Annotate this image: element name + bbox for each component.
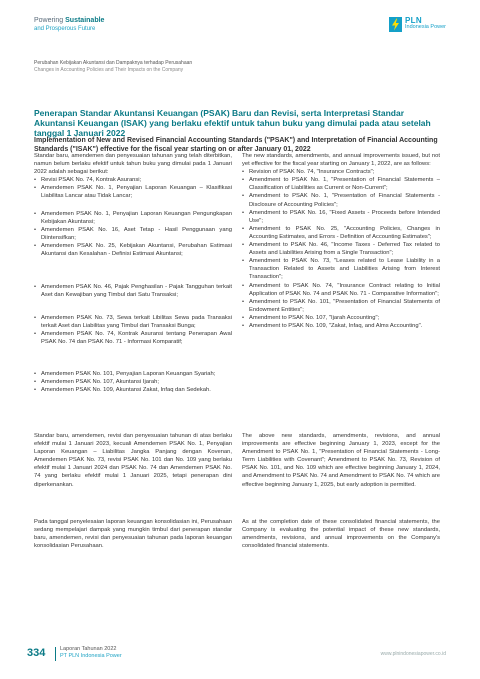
list-item: • Amendemen PSAK No. 101, Penyajian Laporan Keuangan Syariah; bbox=[34, 370, 232, 378]
right-para3-block bbox=[242, 518, 440, 550]
left-list-group2 bbox=[34, 210, 232, 259]
left-para2-block bbox=[34, 432, 232, 489]
list-item: • Amendment to PSAK No. 1, "Presentation of Financial Statements - Disclosure of Accounting Policies"; bbox=[242, 192, 440, 208]
left-intro: Standar baru, amendemen dan penyesuaian tahunan yang telah diterbitkan, namun belum berlaku efektif untuk tahun buku yang dimulai pada 1 Januari 2022 adalah sebagai berikut: bbox=[34, 153, 232, 176]
footer-title-block bbox=[60, 646, 122, 660]
right-list bbox=[242, 168, 440, 330]
list-item: • Amendemen PSAK No. 109, Akuntansi Zakat, Infaq dan Sedekah. bbox=[34, 386, 232, 394]
left-para3-block bbox=[34, 518, 232, 550]
pln-logo bbox=[389, 17, 446, 32]
list-item: • Revisi PSAK No. 74, Kontrak Asuransi; bbox=[34, 176, 232, 184]
breadcrumb-en: Changes in Accounting Policies and Their Impacts on the Company bbox=[34, 67, 184, 73]
list-item: • Amendemen PSAK No. 107, Akuntansi Ijarah; bbox=[34, 378, 232, 386]
list-item: • Amendemen PSAK No. 1, Penyajian Laporan Keuangan – Klasifikasi Liabilitas Lancar atau Tidak Lancar; bbox=[34, 184, 232, 200]
list-item: • Amendemen PSAK No. 46, Pajak Penghasilan - Pajak Tangguhan terkait Aset dan Kewajiban yang Timbul dari Satu Transaksi; bbox=[34, 283, 232, 299]
section-title-id: Penerapan Standar Akuntansi Keuangan (PSAK) Baru dan Revisi, serta Interpretasi Standar Akuntansi Keuangan (ISAK) yang berlaku efektif untuk tahun buku yang dimulai pada atau setelah tanggal 1 Januari 2022 bbox=[34, 108, 431, 138]
brand-sub: Indonesia Power bbox=[405, 24, 446, 30]
left-para3: Pada tanggal penyelesaian laporan keuangan konsolidasian ini, Perusahaan sedang mempelajari dampak yang mungkin timbul dari penerapan standar baru, amendemen, revisi dan penyesuaian tahunan pada laporan keuangan konsolidasian Perusahaan. bbox=[34, 519, 232, 550]
list-item: • Amendemen PSAK No. 25, Kebijakan Akuntansi, Perubahan Estimasi Akuntansi dan Kesalahan - Definisi Estimasi Akuntansi; bbox=[34, 242, 232, 258]
right-list-block bbox=[242, 152, 440, 330]
list-item: • Amendemen PSAK No. 73, Sewa terkait Libilitas Sewa pada Transaksi terkait Aset dan Liabilitas yang Timbul dari Transaksi Bunga; bbox=[34, 314, 232, 330]
list-item: • Amendemen PSAK No. 1, Penyajian Laporan Keuangan Pengungkapan Kebijakan Akuntansi; bbox=[34, 210, 232, 226]
left-list-group5-block bbox=[34, 370, 232, 394]
right-intro: The new standards, amendments, and annual improvements issued, but not yet effective for the fiscal year starting on January 1, 2022, are as follows: bbox=[242, 153, 440, 168]
left-list-group3 bbox=[34, 283, 232, 299]
left-list-group3-block bbox=[34, 283, 232, 299]
list-item: • Revision of PSAK No. 74, "Insurance Contracts"; bbox=[242, 168, 440, 176]
tagline-prefix: Powering bbox=[34, 17, 64, 24]
list-item: • Amendemen PSAK No. 74, Kontrak Asuransi tentang Penerapan Awal PSAK No. 74 dan PSAK No. 71 - Informasi Komparatif; bbox=[34, 330, 232, 346]
tagline-bold: Sustainable bbox=[65, 17, 105, 24]
tagline-line2: and Prosperous Future bbox=[34, 26, 96, 32]
right-para3: As at the completion date of these consolidated financial statements, the Company is evaluating the potential impact of these new standards, amendments, revisions, and annual improvements on the Company's consolidated financial statements. bbox=[242, 519, 440, 550]
header-tagline bbox=[34, 17, 104, 33]
list-item: • Amendment to PSAK No. 25, "Accounting Policies, Changes in Accounting Estimates, and Errors - Definition of Accounting Estimates"; bbox=[242, 225, 440, 241]
footer-divider bbox=[55, 647, 56, 661]
brand-name: PLN bbox=[405, 16, 422, 25]
list-item: • Amendment to PSAK No. 46, "Income Taxes - Deferred Tax related to Assets and Liabilities Arising from a Single Transaction"; bbox=[242, 241, 440, 257]
list-item: • Amendment to PSAK No. 73, "Leases related to Lease Liability in a Transaction Related to Assets and Liabilities Arising from Interest Transaction"; bbox=[242, 257, 440, 281]
footer-title: Laporan Tahunan 2022 bbox=[60, 646, 117, 652]
breadcrumb bbox=[34, 60, 192, 74]
left-list-group4-block bbox=[34, 314, 232, 346]
list-item: • Amendment to PSAK No. 16, "Fixed Assets - Proceeds before Intended Use"; bbox=[242, 209, 440, 225]
left-list-group4 bbox=[34, 314, 232, 346]
list-item: • Amendment to PSAK No. 101, "Presentation of Financial Statements of Endowment Entities"; bbox=[242, 298, 440, 314]
breadcrumb-id: Perubahan Kebijakan Akuntansi dan Dampaknya terhadap Perusahaan bbox=[34, 60, 193, 66]
footer-subtitle: PT PLN Indonesia Power bbox=[60, 653, 122, 659]
list-item: • Amendemen PSAK No. 16, Aset Tetap - Hasil Penggunaan yang Diintensifkan; bbox=[34, 226, 232, 242]
list-item: • Amendment to PSAK No. 107, "Ijarah Accounting"; bbox=[242, 314, 440, 322]
left-list-group5 bbox=[34, 370, 232, 394]
footer-url: www.plnindonesiapower.co.id bbox=[380, 651, 446, 657]
page-number: 334 bbox=[27, 647, 46, 659]
right-para2-block bbox=[242, 432, 440, 489]
left-para2: Standar baru, amendemen, revisi dan penyesuaian tahunan di atas berlaku efektif mulai 1 Januari 2023, kecuali Amendemen PSAK No. 1, Penyajian Laporan Keuangan – Liabilitas Jangka Panjang dengan Kovenan, Amendemen PSAK No. 73, revisi PSAK No. 101 dan No. 109 yang berlaku efektif mulai 1 Januari 2024 dan PSAK No. 74 dan Amendemen PSAK No. 74 yang berlaku efektif mulai 1 Januari 2025, tetapi penerapan dini diperkenankan. bbox=[34, 433, 232, 488]
list-item: • Amendment to PSAK No. 1, "Presentation of Financial Statements – Classification of Liabilities as Current or Non-Current"; bbox=[242, 176, 440, 192]
list-item: • Amendment to PSAK No. 74, "Insurance Contract relating to Initial Application of PSAK No. 74 and PSAK No. 71 - Comparative Information"; bbox=[242, 282, 440, 298]
list-item: • Amendment to PSAK No. 109, "Zakat, Infaq, and Alms Accounting". bbox=[242, 322, 440, 330]
left-list-group1 bbox=[34, 176, 232, 200]
left-intro-block bbox=[34, 152, 232, 201]
section-title-en: Implementation of New and Revised Financial Accounting Standards ("PSAK") and Interpretation of Financial Accounting Standards ("ISAK") effective for the fiscal year starting on or after January 01, 2022 bbox=[34, 137, 438, 153]
right-para2: The above new standards, amendments, revisions, and annual improvements are effective beginning January 1, 2023, except for the Amendment to PSAK No. 1, "Presentation of Financial Statements - Long-Term Liabilities with Covenant"; Amendment to PSAK No. 73, Revision of PSAK No. 101, and No. 109 which are effective beginning January 1, 2024, and Amendment to PSAK No. 74 and Amendment to PSAK No. 74 which are effective beginning January 1, 2025, but early adoption is permitted. bbox=[242, 433, 440, 488]
lightning-bolt-icon bbox=[389, 17, 402, 32]
left-list-group2-block bbox=[34, 210, 232, 259]
